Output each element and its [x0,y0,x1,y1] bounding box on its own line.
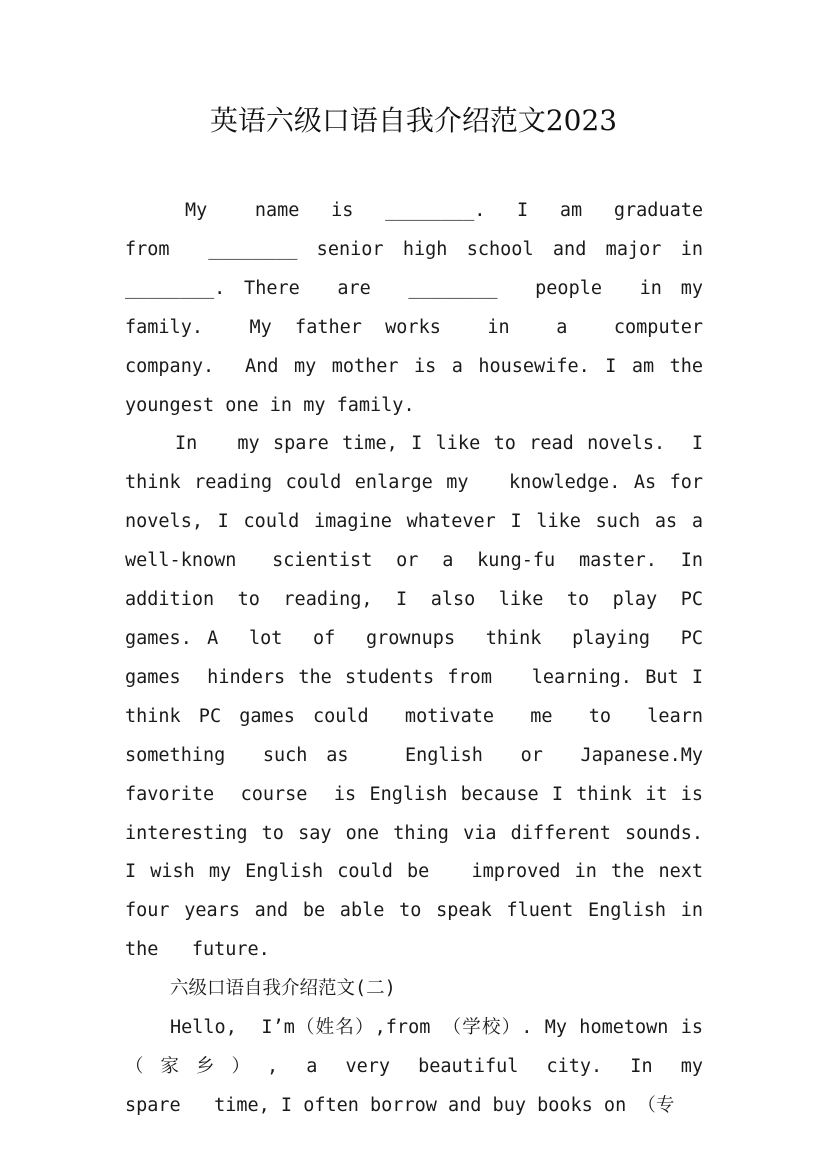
section-heading-2: 六级口语自我介绍范文(二) [170,978,396,1000]
paragraph-intro: My name is ________. I am graduate from ________ senior high school and major in ________. There are ________ people in my family. My father works in a computer company. And my mother is a housewife. I am the youngest one in my family. [125,200,737,416]
document-body [125,192,737,1126]
paragraph-hobbies: In my spare time, I like to read novels. I think reading could enlarge my knowledge. As for novels, I could imagine whatever I like such as a well-known scientist or a kung-fu master. In addition to reading, I also like to play PC games. A lot of grownups think playing PC games hinders the students from learning. But I think PC games could motivate me to learn something such as English or Japanese.My favorite course is English because I think it is interesting to say one thing via different sounds. I wish my English could be improved in the next four years and be able to speak fluent English in the future. [125,433,737,961]
document-title: 英语六级口语自我介绍范文2023 [209,104,618,137]
paragraph-sample-2: Hello, I’m（姓名）,from （学校）. My hometown is （ 家 乡 ） , a very beautiful city. In my spare time, I often borrow and buy books on （专 [125,1017,715,1116]
